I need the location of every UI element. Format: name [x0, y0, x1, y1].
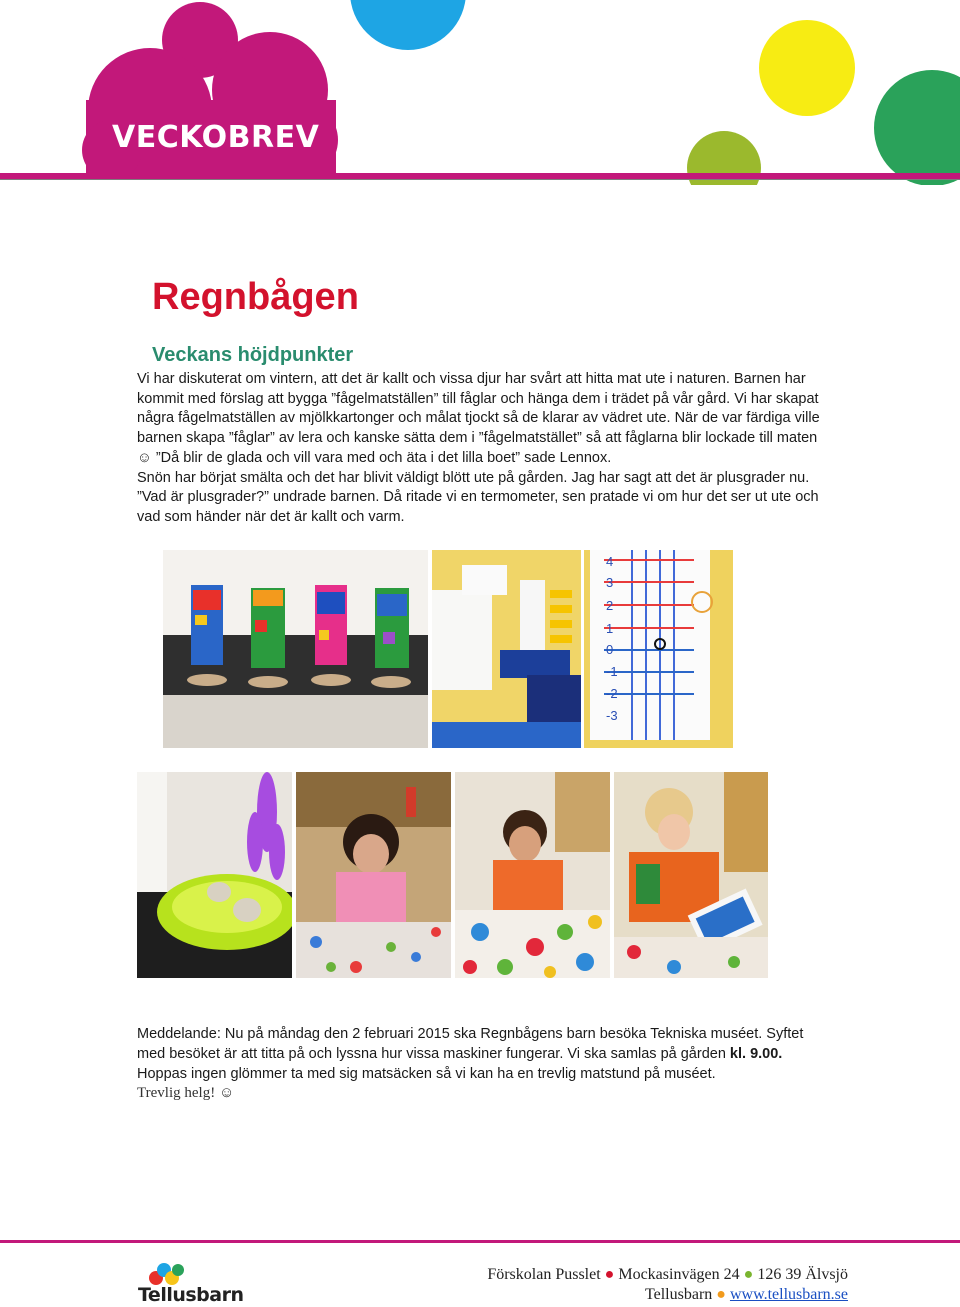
- notice-text: Hoppas ingen glömmer ta med sig matsäcken så vi kan ha en trevlig matstund på muséet.: [137, 1066, 716, 1082]
- body-text: [137, 370, 827, 528]
- signoff: Trevlig helg! ☺: [137, 1085, 235, 1101]
- photo-boy-painting: [455, 772, 610, 978]
- section-heading: Veckans höjdpunkter: [152, 344, 354, 366]
- school-name: Förskolan Pusslet: [487, 1266, 601, 1283]
- header-decoration: [0, 0, 960, 185]
- separator-dot: ●: [604, 1266, 615, 1283]
- postal-address: 126 39 Älvsjö: [757, 1266, 848, 1283]
- photo-bird-feeders: [163, 550, 428, 748]
- thermo-label: 2: [606, 598, 614, 613]
- page-title: Regnbågen: [152, 276, 359, 318]
- yellow-circle: [759, 20, 855, 116]
- notice-time: kl. 9.00.: [729, 1046, 783, 1062]
- brand-title: VECKOBREV: [112, 120, 320, 155]
- footer-address: [487, 1265, 848, 1305]
- green-circle: [874, 70, 960, 185]
- thermo-label: 1: [606, 621, 614, 636]
- street-address: Mockasinvägen 24: [618, 1266, 740, 1283]
- separator-dot: ●: [743, 1266, 754, 1283]
- thermo-label: 3: [606, 575, 614, 590]
- thermo-label: 4: [606, 554, 614, 569]
- tellusbarn-logo: Tellusbarn: [138, 1284, 244, 1306]
- photo-child-wall: [432, 550, 581, 748]
- org-name: Tellusbarn: [644, 1286, 713, 1303]
- notice: [137, 1024, 827, 1084]
- blue-circle: [350, 0, 466, 50]
- separator-dot: ●: [716, 1286, 726, 1303]
- thermo-label: -1: [606, 664, 618, 679]
- photo-clay-bowl: [137, 772, 292, 978]
- notice-text: Meddelande: Nu på måndag den 2 februari 2015 ska Regnbågens barn besöka Tekniska muséet. Syftet med besöket är att titta på och lyssna hur vissa maskiner fungerar. Vi ska samlas på gården: [137, 1026, 804, 1062]
- paragraph: Snön har börjat smälta och det har blivit väldigt blött ute på gården. Jag har sagt att det är plusgrader nu. ”Vad är plusgrader?” undrade barnen. Då ritade vi en termometer, sen pratade vi om hur det ser ut ute och vad som händer när det är kallt och varm.: [137, 469, 819, 525]
- photo-girl-painting: [614, 772, 768, 978]
- photo-thermometer: [584, 550, 733, 748]
- paragraph: Vi har diskuterat om vintern, att det är kallt och vissa djur har svårt att hitta mat ute i naturen. Barnen har kommit med förslag att bygga ”fågelmatställen” till fåglar och hänga dem i trädet på vår gård. Vi har skapat några fågelmatställen av mjölkkartonger och målat tjockt så de klarar av vädret ute. När de var färdiga ville barnen skapa ”fåglar” av lera och kanske sätta dem i ”fågelmatstället” så att fåglarna blir lockade till maten ☺ ”Då blir de glada och vill vara med och äta i det lilla boet” sade Lennox.: [137, 371, 820, 466]
- website-link[interactable]: www.tellusbarn.se: [729, 1286, 848, 1303]
- photo-girl-clay: [296, 772, 451, 978]
- thermo-label: 0: [606, 642, 614, 657]
- header-rule: [0, 173, 960, 179]
- thermo-label: -3: [606, 708, 618, 723]
- footer-rule: [0, 1240, 960, 1243]
- thermo-label: -2: [606, 686, 618, 701]
